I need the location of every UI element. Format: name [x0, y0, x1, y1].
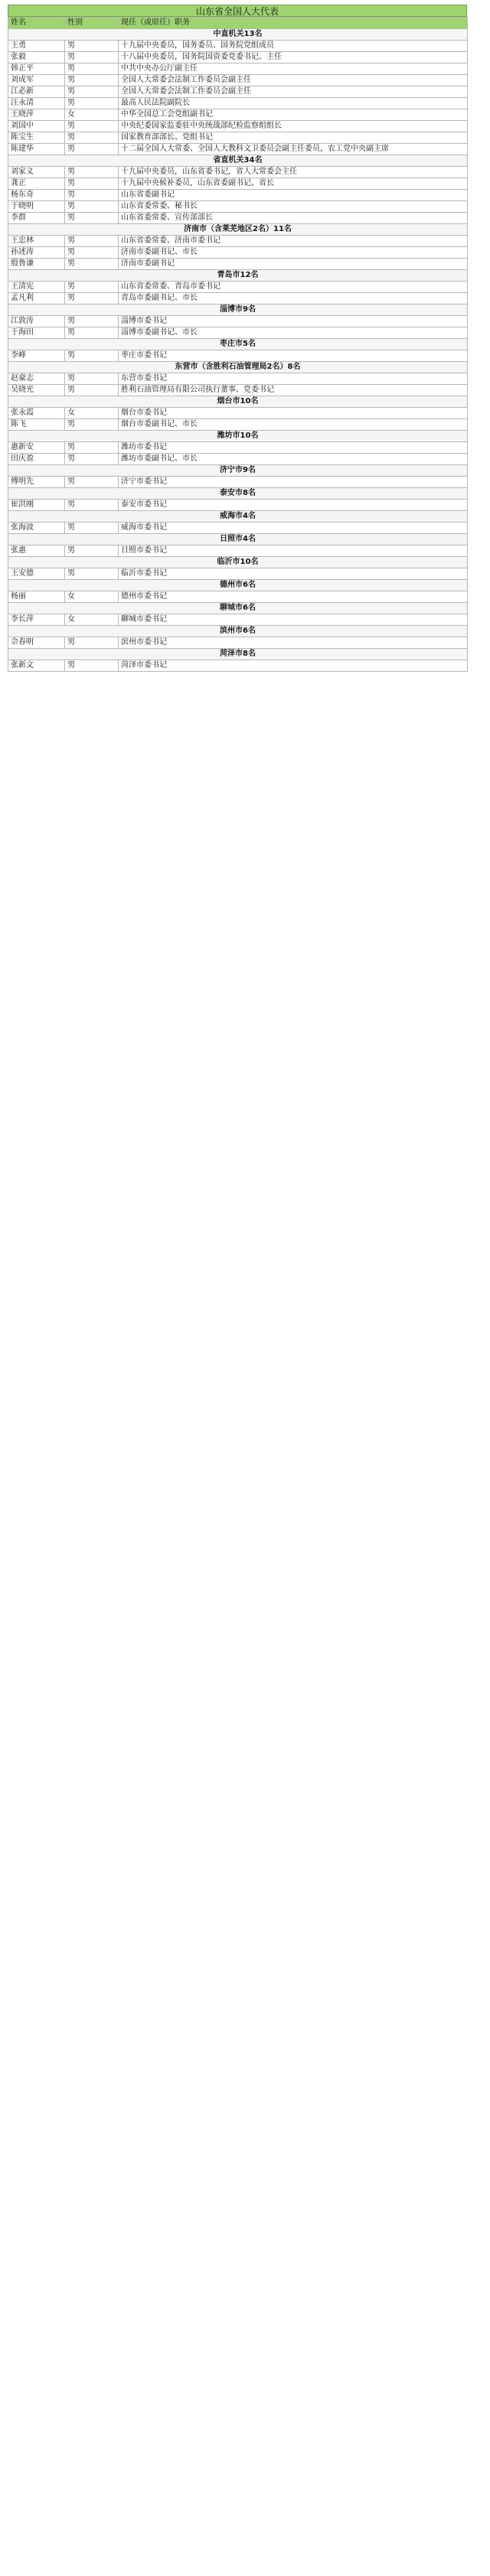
gender-cell: 男 — [65, 98, 119, 109]
header-title: 现任（或原任）职务 — [119, 18, 468, 29]
section-label: 潍坊市10名 — [8, 431, 468, 442]
gender-cell: 男 — [65, 52, 119, 64]
title-cell: 胜利石油管理局有限公司执行董事、党委书记 — [119, 385, 468, 396]
name-cell: 杨丽 — [8, 591, 65, 603]
gender-cell: 女 — [65, 614, 119, 626]
section-label: 聊城市6名 — [8, 603, 468, 614]
gender-cell: 男 — [65, 213, 119, 224]
name-cell: 傅明先 — [8, 477, 65, 488]
name-cell: 陈飞 — [8, 419, 65, 431]
gender-cell: 男 — [65, 477, 119, 488]
gender-cell: 男 — [65, 190, 119, 201]
name-cell: 孙述涛 — [8, 247, 65, 259]
header-row — [8, 18, 468, 29]
table-row — [8, 454, 468, 465]
title-cell: 菏泽市委书记 — [119, 660, 468, 672]
title-cell: 青岛市委副书记、市长 — [119, 293, 468, 304]
name-cell: 赵豪志 — [8, 373, 65, 385]
title-cell: 山东省委常委、青岛市委书记 — [119, 282, 468, 293]
table-row — [8, 236, 468, 247]
section-row — [8, 534, 468, 545]
gender-cell: 男 — [65, 327, 119, 339]
section-label: 淄博市9名 — [8, 304, 468, 316]
section-row — [8, 362, 468, 373]
gender-cell: 男 — [65, 637, 119, 649]
gender-cell: 男 — [65, 350, 119, 362]
title-cell: 聊城市委书记 — [119, 614, 468, 626]
section-label: 日照市4名 — [8, 534, 468, 545]
name-cell: 孟凡利 — [8, 293, 65, 304]
section-label: 枣庄市5名 — [8, 339, 468, 350]
table-row — [8, 178, 468, 190]
table-row — [8, 545, 468, 557]
header-gender: 性别 — [65, 18, 119, 29]
gender-cell: 男 — [65, 568, 119, 580]
table-row — [8, 64, 468, 75]
table-row — [8, 144, 468, 155]
gender-cell: 男 — [65, 442, 119, 454]
name-cell: 王晓萍 — [8, 109, 65, 121]
title-cell: 最高人民法院副院长 — [119, 98, 468, 109]
gender-cell: 男 — [65, 64, 119, 75]
title-cell: 潍坊市委书记 — [119, 442, 468, 454]
section-row — [8, 649, 468, 660]
title-cell: 山东省委常委、秘书长 — [119, 201, 468, 213]
name-cell: 刘国中 — [8, 121, 65, 132]
section-label: 济南市（含莱芜地区2名）11名 — [8, 224, 468, 236]
name-cell: 汪永清 — [8, 98, 65, 109]
name-cell: 陈建华 — [8, 144, 65, 155]
name-cell: 刘成军 — [8, 75, 65, 86]
gender-cell: 男 — [65, 201, 119, 213]
table-row — [8, 121, 468, 132]
section-row — [8, 29, 468, 41]
title-cell: 淄博市委书记 — [119, 316, 468, 327]
gender-cell: 女 — [65, 591, 119, 603]
title-cell: 德州市委书记 — [119, 591, 468, 603]
section-label: 滨州市6名 — [8, 626, 468, 637]
name-cell: 吴晓光 — [8, 385, 65, 396]
section-row — [8, 557, 468, 568]
section-label: 烟台市10名 — [8, 396, 468, 408]
representative-sheet — [8, 5, 482, 672]
table-row — [8, 247, 468, 259]
name-cell: 刘家义 — [8, 167, 65, 178]
table-row — [8, 385, 468, 396]
section-row — [8, 396, 468, 408]
section-label: 泰安市8名 — [8, 488, 468, 500]
name-cell: 李峰 — [8, 350, 65, 362]
table-row — [8, 442, 468, 454]
table-row — [8, 282, 468, 293]
name-cell: 韩正平 — [8, 64, 65, 75]
name-cell: 王勇 — [8, 41, 65, 52]
section-row — [8, 155, 468, 167]
gender-cell: 男 — [65, 316, 119, 327]
name-cell: 龚正 — [8, 178, 65, 190]
table-row — [8, 408, 468, 419]
gender-cell: 男 — [65, 545, 119, 557]
name-cell: 惠新安 — [8, 442, 65, 454]
table-row — [8, 419, 468, 431]
table-row — [8, 316, 468, 327]
name-cell: 王清宪 — [8, 282, 65, 293]
section-row — [8, 603, 468, 614]
title-cell: 山东省委副书记 — [119, 190, 468, 201]
table-row — [8, 637, 468, 649]
name-cell: 田庆盈 — [8, 454, 65, 465]
title-cell: 中央纪委国家监委驻中央统战部纪检监察组组长 — [119, 121, 468, 132]
title-cell: 济南市委副书记 — [119, 259, 468, 270]
title-cell: 枣庄市委书记 — [119, 350, 468, 362]
gender-cell: 男 — [65, 178, 119, 190]
title-cell: 淄博市委副书记、市长 — [119, 327, 468, 339]
gender-cell: 男 — [65, 167, 119, 178]
section-label: 东营市（含胜利石油管理局2名）8名 — [8, 362, 468, 373]
name-cell: 江必新 — [8, 86, 65, 98]
table-row — [8, 614, 468, 626]
name-cell: 江敦涛 — [8, 316, 65, 327]
section-label: 济宁市9名 — [8, 465, 468, 477]
section-row — [8, 626, 468, 637]
title-cell: 十九届中央候补委员，山东省委副书记、省长 — [119, 178, 468, 190]
gender-cell: 男 — [65, 385, 119, 396]
title-cell: 烟台市委书记 — [119, 408, 468, 419]
table-row — [8, 201, 468, 213]
title-cell: 十九届中央委员，山东省委书记，省人大常委会主任 — [119, 167, 468, 178]
gender-cell: 男 — [65, 121, 119, 132]
name-cell: 王忠林 — [8, 236, 65, 247]
table-body — [8, 29, 468, 672]
title-cell: 日照市委书记 — [119, 545, 468, 557]
table-row — [8, 86, 468, 98]
title-cell: 泰安市委书记 — [119, 500, 468, 511]
gender-cell: 男 — [65, 236, 119, 247]
gender-cell: 男 — [65, 247, 119, 259]
section-row — [8, 511, 468, 523]
table-row — [8, 167, 468, 178]
table-row — [8, 477, 468, 488]
name-cell: 张永霞 — [8, 408, 65, 419]
gender-cell: 男 — [65, 293, 119, 304]
table-row — [8, 190, 468, 201]
name-cell: 杨东奇 — [8, 190, 65, 201]
title-cell: 山东省委常委、宣传部部长 — [119, 213, 468, 224]
table-row — [8, 41, 468, 52]
section-label: 青岛市12名 — [8, 270, 468, 282]
table-row — [8, 75, 468, 86]
title-cell: 十九届中央委员，国务委员、国务院党组成员 — [119, 41, 468, 52]
section-label: 中直机关13名 — [8, 29, 468, 41]
table-row — [8, 132, 468, 144]
gender-cell: 女 — [65, 109, 119, 121]
name-cell: 崔洪刚 — [8, 500, 65, 511]
gender-cell: 男 — [65, 86, 119, 98]
representative-table — [8, 17, 468, 672]
section-row — [8, 339, 468, 350]
gender-cell: 男 — [65, 500, 119, 511]
title-cell: 临沂市委书记 — [119, 568, 468, 580]
title-cell: 全国人大常委会法制工作委员会副主任 — [119, 86, 468, 98]
gender-cell: 男 — [65, 373, 119, 385]
gender-cell: 男 — [65, 419, 119, 431]
section-label: 临沂市10名 — [8, 557, 468, 568]
name-cell: 张惠 — [8, 545, 65, 557]
gender-cell: 男 — [65, 523, 119, 534]
title-cell: 滨州市委书记 — [119, 637, 468, 649]
title-cell: 中共中央办公厅副主任 — [119, 64, 468, 75]
section-row — [8, 270, 468, 282]
section-label: 省直机关34名 — [8, 155, 468, 167]
section-row — [8, 431, 468, 442]
name-cell: 佘春明 — [8, 637, 65, 649]
table-row — [8, 350, 468, 362]
name-cell: 陈宝生 — [8, 132, 65, 144]
title-cell: 烟台市委副书记、市长 — [119, 419, 468, 431]
table-row — [8, 568, 468, 580]
section-label: 德州市6名 — [8, 580, 468, 591]
table-row — [8, 591, 468, 603]
section-row — [8, 304, 468, 316]
gender-cell: 男 — [65, 454, 119, 465]
section-row — [8, 224, 468, 236]
title-cell: 国家教育部部长、党组书记 — [119, 132, 468, 144]
table-row — [8, 213, 468, 224]
sheet-title: 山东省全国人大代表 — [8, 5, 467, 17]
table-row — [8, 109, 468, 121]
title-cell: 济南市委副书记、市长 — [119, 247, 468, 259]
name-cell: 李群 — [8, 213, 65, 224]
gender-cell: 男 — [65, 282, 119, 293]
gender-cell: 男 — [65, 75, 119, 86]
table-row — [8, 327, 468, 339]
name-cell: 李长萍 — [8, 614, 65, 626]
gender-cell: 女 — [65, 408, 119, 419]
gender-cell: 男 — [65, 259, 119, 270]
gender-cell: 男 — [65, 144, 119, 155]
title-cell: 东营市委书记 — [119, 373, 468, 385]
title-cell: 山东省委常委、济南市委书记 — [119, 236, 468, 247]
header-name: 姓名 — [8, 18, 65, 29]
name-cell: 于海田 — [8, 327, 65, 339]
title-cell: 济宁市委书记 — [119, 477, 468, 488]
table-row — [8, 660, 468, 672]
name-cell: 张毅 — [8, 52, 65, 64]
title-cell: 中华全国总工会党组副书记 — [119, 109, 468, 121]
title-cell: 潍坊市委副书记、市长 — [119, 454, 468, 465]
section-label: 菏泽市8名 — [8, 649, 468, 660]
name-cell: 殷鲁谦 — [8, 259, 65, 270]
table-row — [8, 98, 468, 109]
name-cell: 于晓明 — [8, 201, 65, 213]
section-row — [8, 580, 468, 591]
title-cell: 全国人大常委会法制工作委员会副主任 — [119, 75, 468, 86]
table-row — [8, 259, 468, 270]
gender-cell: 男 — [65, 132, 119, 144]
title-cell: 十八届中央委员，国务院国资委党委书记、主任 — [119, 52, 468, 64]
section-row — [8, 488, 468, 500]
gender-cell: 男 — [65, 660, 119, 672]
table-row — [8, 52, 468, 64]
table-row — [8, 373, 468, 385]
title-cell: 十二届全国人大常委、全国人大教科文卫委员会副主任委员，农工党中央副主席 — [119, 144, 468, 155]
name-cell: 张新文 — [8, 660, 65, 672]
table-row — [8, 293, 468, 304]
title-cell: 威海市委书记 — [119, 523, 468, 534]
section-row — [8, 465, 468, 477]
name-cell: 张海波 — [8, 523, 65, 534]
gender-cell: 男 — [65, 41, 119, 52]
name-cell: 王安德 — [8, 568, 65, 580]
table-row — [8, 500, 468, 511]
table-row — [8, 523, 468, 534]
section-label: 威海市4名 — [8, 511, 468, 523]
